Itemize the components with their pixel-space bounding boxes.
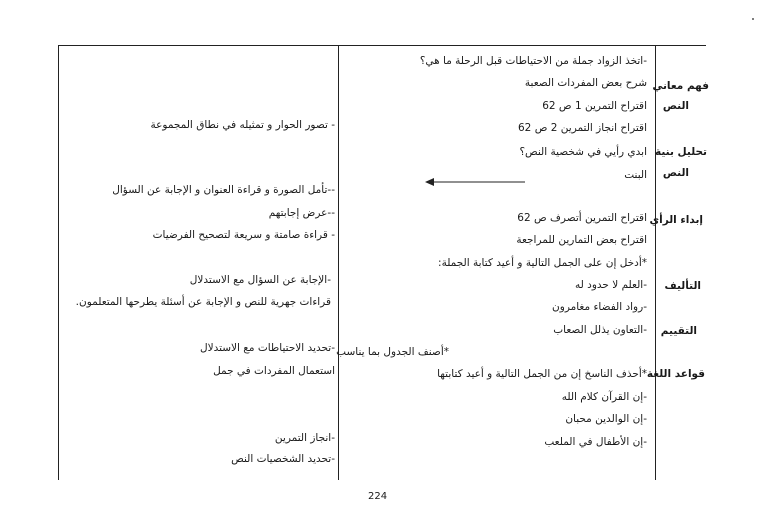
middle-line: -إن القرآن كلام الله: [561, 391, 647, 403]
middle-line: -إن الوالدين محبان: [565, 413, 647, 425]
section-label-composition: التأليف: [664, 280, 701, 292]
left-line: - تصور الحوار و تمثيله في نطاق المجموعة: [150, 119, 335, 131]
middle-line: اقتراح التمرين أتصرف ص 62: [517, 212, 647, 224]
left-line: --تأمل الصورة و قراءة العنوان و الإجابة عن السؤال: [112, 184, 335, 196]
middle-line: اقتراح التمرين 1 ص 62: [542, 100, 647, 112]
column-divider-right: [655, 45, 656, 480]
section-label-opinion: إبداء الرأي: [649, 214, 703, 226]
middle-line: *أصنف الجدول بما يناسب: [336, 346, 449, 358]
left-line: -الإجابة عن السؤال مع الاستدلال: [189, 274, 331, 286]
middle-line: اقتراح بعض التمارين للمراجعة: [516, 234, 647, 246]
left-line: -تحديد الشخصيات النص: [231, 453, 335, 465]
middle-line: شرح بعض المفردات الصعبة: [524, 77, 647, 89]
section-label-structure: تحليل بنية: [655, 146, 707, 158]
column-divider-middle: [338, 45, 339, 480]
middle-line: البنت: [624, 169, 647, 181]
table-left-border: [58, 45, 59, 480]
middle-line: -إن الأطفال في الملعب: [544, 436, 647, 448]
section-label-understanding-2: النص: [662, 100, 689, 112]
left-line: استعمال المفردات في جمل: [213, 365, 335, 377]
middle-line: -رواد الفضاء مغامرون: [552, 301, 647, 313]
left-line: -تحديد الاحتياطات مع الاستدلال: [199, 342, 335, 354]
table-top-border: [58, 45, 706, 46]
left-line: قراءات جهرية للنص و الإجابة عن أسئلة يطرحها المتعلمون.: [75, 296, 331, 308]
middle-line: -التعاون يذلل الصعاب: [553, 324, 647, 336]
left-line: - قراءة صامتة و سريعة لتصحيح الفرضيات: [152, 229, 335, 241]
section-label-grammar: قواعد اللغة: [646, 368, 705, 380]
left-arrow-icon: [425, 176, 525, 188]
section-label-understanding: فهم معاني: [652, 80, 709, 92]
left-line: -انجاز التمرين: [274, 432, 335, 444]
middle-line: -اتخذ الزواد جملة من الاحتياطات قبل الرحلة ما هي؟: [419, 55, 647, 67]
middle-line: *أدخل إن على الجمل التالية و أعيد كتابة الجملة:: [438, 257, 647, 269]
section-label-structure-2: النص: [662, 167, 689, 179]
scan-speck: [752, 18, 754, 20]
middle-line: ابدي رأيي في شخصية النص؟: [519, 146, 647, 158]
middle-line: اقتراح انجاز التمرين 2 ص 62: [518, 122, 647, 134]
section-label-evaluation: التقييم: [660, 325, 697, 337]
middle-line: *أحذف الناسخ إن من الجمل التالية و أعيد كتابتها: [437, 368, 647, 380]
middle-line: -العلم لا حدود له: [574, 279, 647, 291]
left-line: --عرض إجابتهم: [268, 207, 335, 219]
page-number: 224: [368, 491, 388, 502]
